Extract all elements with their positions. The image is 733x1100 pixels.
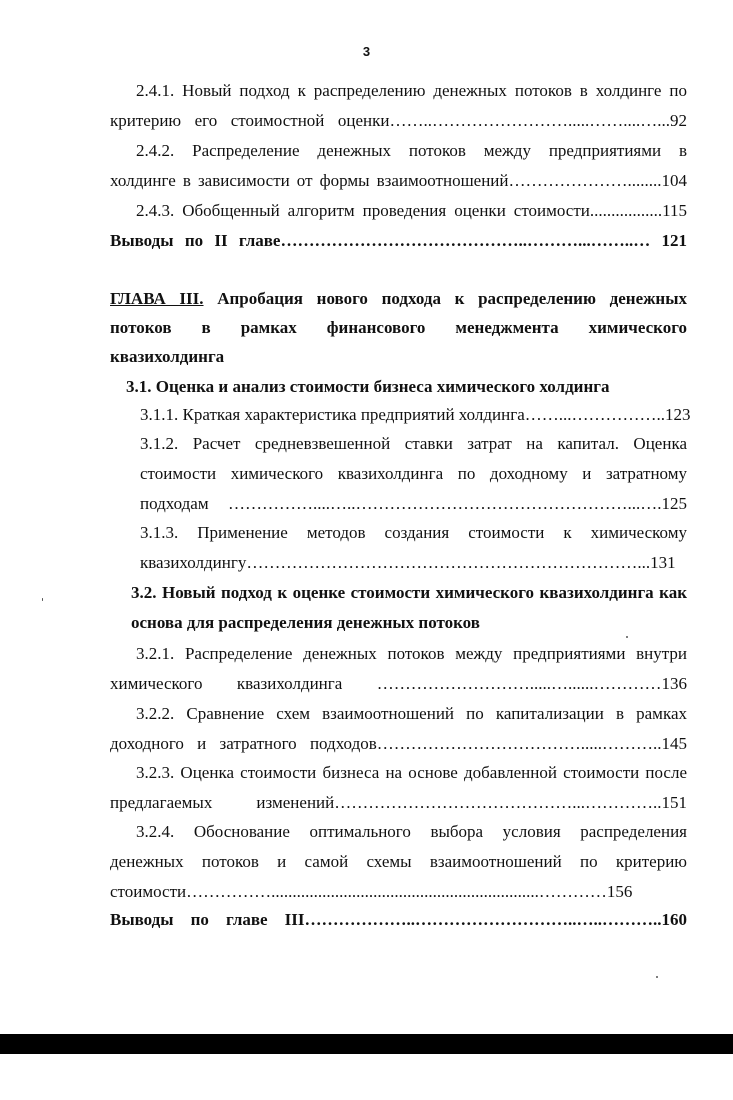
toc-chapter-3-line1	[110, 289, 687, 309]
scan-speck	[656, 976, 658, 978]
toc-conclusions-chapter-2: Выводы по II главе……………………………………..………...……..… 121	[110, 231, 687, 250]
toc-entry-2-4-2-line2: холдинге в зависимости от формы взаимоотношений…………………........104	[110, 171, 687, 190]
page-number: 3	[362, 44, 371, 59]
toc-entry-2-4-3-line1: 2.4.3. Обобщенный алгоритм проведения оценки стоимости.................115	[136, 201, 687, 220]
toc-entry-3-2-3-line2: предлагаемых изменений……………………………………...…………..151	[110, 793, 687, 812]
toc-entry-2-4-1-line1: 2.4.1. Новый подход к распределению денежных потоков в холдинге по	[136, 81, 687, 100]
toc-conclusions-chapter-3: Выводы по главе III………………..………………………..…..………..160	[110, 910, 687, 929]
scan-speck	[42, 598, 43, 601]
toc-section-3-2-line1: 3.2. Новый подход к оценке стоимости химического квазихолдинга как	[131, 583, 687, 602]
toc-entry-3-2-4-line2: денежных потоков и самой схемы взаимоотношений по критерию	[110, 852, 687, 871]
toc-entry-3-1-2-line3: подходам ……………....…..…………………………………………...….125	[140, 494, 687, 513]
scan-speck	[626, 636, 628, 638]
toc-entry-3-1-2-line1: 3.1.2. Расчет средневзвешенной ставки затрат на капитал. Оценка	[140, 434, 687, 453]
toc-chapter-3-line2: потоков в рамках финансового менеджмента химического	[110, 318, 687, 337]
toc-entry-2-4-2-line1: 2.4.2. Распределение денежных потоков между предприятиями в	[136, 141, 687, 160]
toc-entry-3-1-1: 3.1.1. Краткая характеристика предприятий холдинга……...……………..123	[140, 405, 691, 424]
toc-chapter-3-line3: квазихолдинга	[110, 347, 225, 366]
toc-entry-3-1-3-line1: 3.1.3. Применение методов создания стоимости к химическому	[140, 523, 687, 542]
toc-entry-3-2-4-line3: стоимости……………...............................................................…………156	[110, 882, 633, 901]
toc-entry-3-2-1-line1: 3.2.1. Распределение денежных потоков между предприятиями внутри	[136, 644, 687, 663]
toc-entry-3-2-2-line2: доходного и затратного подходов……………………………….....………..145	[110, 734, 687, 753]
toc-entry-3-1-2-line2: стоимости химического квазихолдинга по доходному и затратному	[140, 464, 687, 483]
toc-entry-2-4-1-line2: критерию его стоимостной оценки……..…………………….....……....…...92	[110, 111, 687, 130]
toc-chapter-3-title-start: Апробация нового подхода к распределению денежных	[217, 289, 688, 308]
toc-entry-3-2-3-line1: 3.2.3. Оценка стоимости бизнеса на основе добавленной стоимости после	[136, 763, 687, 782]
toc-entry-3-2-4-line1: 3.2.4. Обоснование оптимального выбора условия распределения	[136, 822, 687, 841]
scan-bottom-bar	[0, 1034, 733, 1054]
toc-entry-3-2-2-line1: 3.2.2. Сравнение схем взаимоотношений по капитализации в рамках	[136, 704, 687, 723]
toc-section-3-1: 3.1. Оценка и анализ стоимости бизнеса химического холдинга	[126, 377, 610, 396]
toc-entry-3-1-3-line2: квазихолдингу……………………………………………………………...131	[140, 553, 676, 572]
toc-section-3-2-line2: основа для распределения денежных потоков	[131, 613, 480, 632]
toc-entry-3-2-1-line2: химического квазихолдинга ……………………….....…......…………136	[110, 674, 687, 693]
toc-chapter-3-label: ГЛАВА III.	[110, 289, 204, 308]
